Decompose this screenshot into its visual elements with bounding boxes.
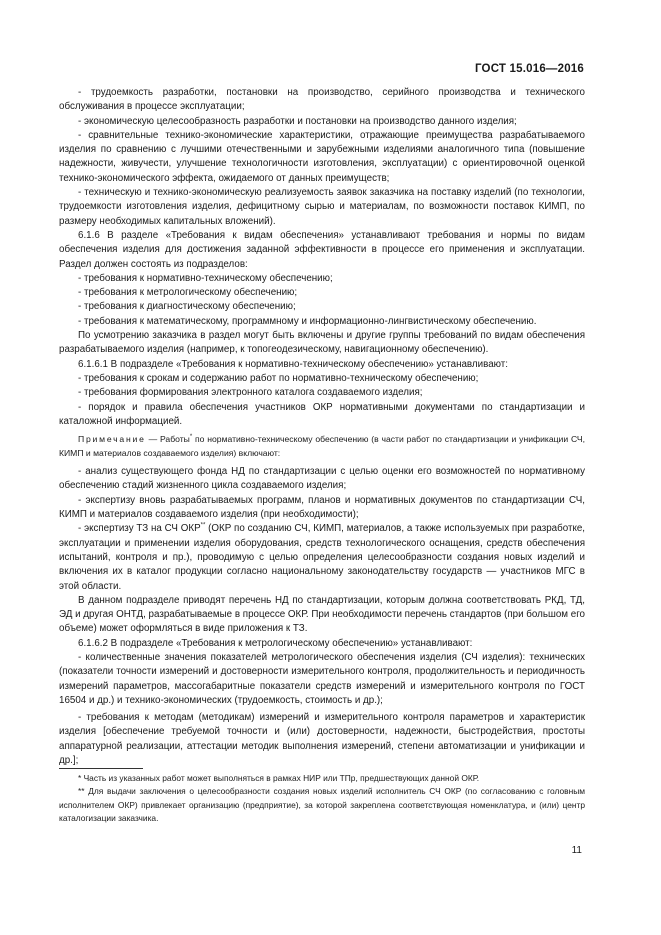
paragraph: - сравнительные технико-экономические характеристики, отражающие преимущества разрабатываемого изделия по сравнению с лучшими отечественными и зарубежными изделиями аналогичного типа (повышение надежности, живучести, улучшение технологичности изготовления, эксплуатации) с ориентировочной оценкой технико-экономического эффекта, ожидаемого от данных преимуществ; <box>59 129 585 184</box>
list-item: - требования к срокам и содержанию работ по нормативно-техническому обеспечению; <box>78 372 479 384</box>
list-item: - требования к методам (методикам) измерений и измерительного контроля параметров и характеристик изделия [обеспечение требуемой точности и (или) достоверности, надежности, быстродействия, простоты аппаратурной реализации, аттестации методик выполнения измерений, степени автоматизации и унификации и др.]; <box>59 712 585 767</box>
footnote: ** Для выдачи заключения о целесообразности создания новых изделий исполнитель СЧ ОКР (по согласованию с головным исполнителем ОКР) привлекает организацию (предприятие), за которой закреплена соответствующая номенклатура, и (или) центр каталогизации заказчика. <box>59 786 585 824</box>
list-item: - анализ существующего фонда НД по стандартизации с целью оценки его возможностей по нормативному обеспечению стадий жизненного цикла создаваемого изделия; <box>59 466 585 492</box>
section-6-1-6-1: 6.1.6.1 В подразделе «Требования к нормативно-техническому обеспечению» устанавливают: <box>78 358 508 370</box>
section-6-1-6-2: 6.1.6.2 В подразделе «Требования к метрологическому обеспечению» устанавливают: <box>78 637 473 649</box>
footnote: * Часть из указанных работ может выполняться в рамках НИР или ТПр, предшествующих данной ОКР. <box>78 773 480 783</box>
page-number: 11 <box>571 845 582 856</box>
list-item: - требования к нормативно-техническому обеспечению; <box>78 272 333 284</box>
note-label: Примечание <box>78 434 146 445</box>
note-text: по нормативно-техническому обеспечению (в части работ по стандартизации и унификации СЧ, КИМП и материалов создаваемого изделия) включают: <box>59 434 585 458</box>
list-item-text: (ОКР по созданию СЧ, КИМП, материалов, а также используемых при разработке, эксплуатации и применении изделия оборудования, средств технологического оснащения, средств обеспечения испытаний, контроля и пр.), проводимую с целью определения целесообразности создания новых изделий и включения их в каталог продукции согласно национальному законодательству государств — участников МГС в этой области. <box>59 523 586 592</box>
note-text: — Работы <box>145 434 190 445</box>
list-item: - порядок и правила обеспечения участников ОКР нормативными документами по стандартизации и каталожной информацией. <box>59 401 585 427</box>
list-item: - требования к диагностическому обеспечению; <box>78 301 296 313</box>
paragraph: В данном подразделе приводят перечень НД по стандартизации, которым должна соответствовать РКД, ТД, ЭД и другая ОНТД, разрабатываемые в процессе ОКР. При необходимости перечень стандартов (при большом его объеме) может оформляться в виде приложения к ТЗ. <box>59 594 585 635</box>
list-item: - требования формирования электронного каталога создаваемого изделия; <box>78 387 423 399</box>
paragraph: - экономическую целесообразность разработки и постановки на производство данного изделия; <box>78 115 517 127</box>
section-6-1-6: 6.1.6 В разделе «Требования к видам обеспечения» устанавливают требования и нормы по видам обеспечения изделия для достижения заданной эффективности в процессе его применения и эксплуатации. Раздел должен состоять из подразделов: <box>59 229 585 270</box>
list-item <box>59 522 585 593</box>
page-body <box>59 86 585 768</box>
list-item-text: - экспертизу ТЗ на СЧ ОКР <box>78 523 201 535</box>
paragraph: - трудоемкость разработки, постановки на производство, серийного производства и технического обслуживания в процессе эксплуатации; <box>59 87 585 113</box>
footnote-marker: ** <box>200 523 206 530</box>
list-item: - экспертизу вновь разрабатываемых программ, планов и нормативных документов по стандартизации СЧ, КИМП и материалов создаваемого изделия (при необходимости); <box>59 494 585 521</box>
note <box>59 433 585 460</box>
list-item: - требования к математическому, программному и информационно-лингвистическому обеспечению. <box>78 315 537 327</box>
list-item: - количественные значения показателей метрологического обеспечения изделия (СЧ изделия): технических (показатели точности измерений и достоверности измерительного контроля, продолжительность и периодичность измерений параметров, массогабаритные показатели средств измерений и измерительного контроля по ГОСТ 16504 и др.) и технико-экономических (трудоемкость, стоимость и др.); <box>59 651 585 706</box>
document-header: ГОСТ 15.016—2016 <box>474 63 584 75</box>
footnote-marker: * <box>189 434 193 441</box>
list-item: - требования к метрологическому обеспечению; <box>78 287 298 299</box>
paragraph: По усмотрению заказчика в раздел могут быть включены и другие группы требований по видам обеспечения разрабатываемого изделия (например, к топогеодезическому, навигационному обеспечению). <box>59 330 585 356</box>
footnote-divider <box>59 768 143 769</box>
footnotes <box>59 772 585 826</box>
paragraph: - техническую и технико-экономическую реализуемость заявок заказчика на поставку изделий (по технологии, трудоемкости изготовления изделия, дефицитному сырью и материалам, по возможности поставок КИМП, по размеру необходимых капитальных вложений). <box>59 187 585 227</box>
